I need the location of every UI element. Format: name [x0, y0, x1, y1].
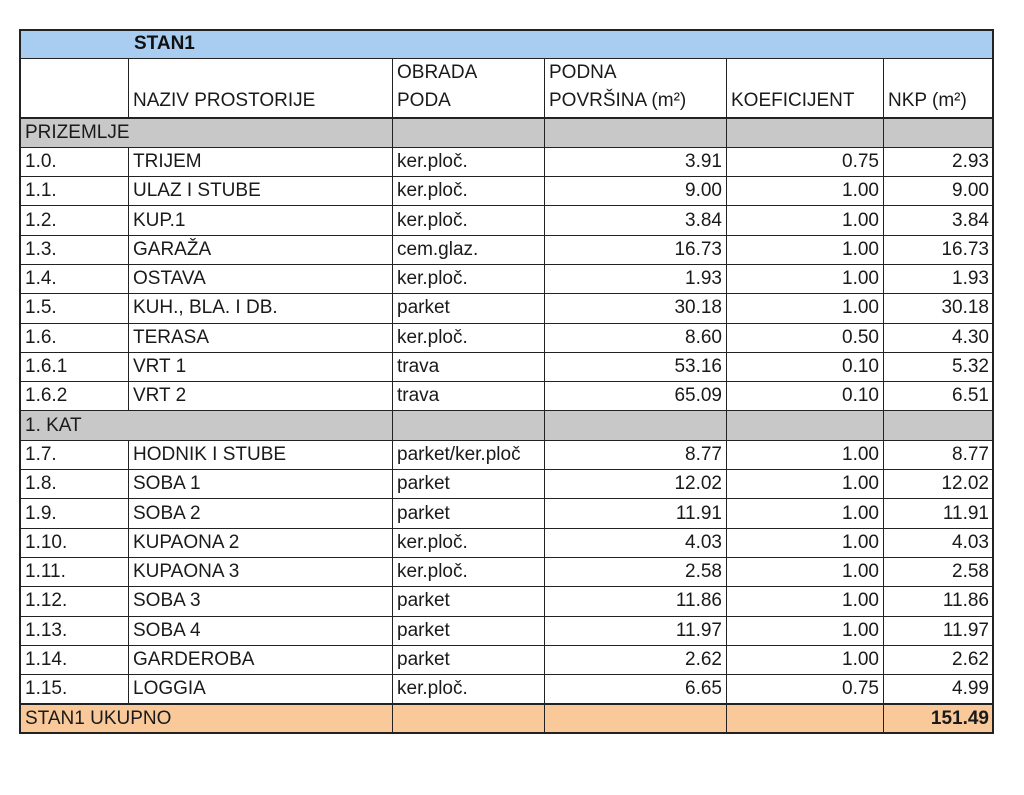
floor-area: 1.93: [545, 264, 727, 293]
floor-finish: cem.glaz.: [393, 235, 545, 264]
floor-area: 9.00: [545, 177, 727, 206]
room-number: 1.0.: [21, 147, 129, 176]
floor-finish: ker.ploč.: [393, 177, 545, 206]
total-value: 151.49: [884, 704, 994, 733]
header-row: [21, 59, 994, 119]
room-number: 1.9.: [21, 499, 129, 528]
room-number: 1.13.: [21, 616, 129, 645]
table-row: [21, 147, 994, 176]
coefficient: 0.10: [727, 352, 884, 381]
room-name: HODNIK I STUBE: [129, 440, 393, 469]
section-empty-cell: [884, 411, 994, 440]
coefficient: 1.00: [727, 206, 884, 235]
room-name: TRIJEM: [129, 147, 393, 176]
room-number: 1.15.: [21, 675, 129, 704]
table-row: [21, 440, 994, 469]
header-koeficijent: KOEFICIJENT: [727, 59, 884, 119]
coefficient: 1.00: [727, 499, 884, 528]
floor-finish: parket/ker.ploč: [393, 440, 545, 469]
section-row: [21, 118, 994, 147]
room-name: ULAZ I STUBE: [129, 177, 393, 206]
floor-area: 6.65: [545, 675, 727, 704]
room-number: 1.4.: [21, 264, 129, 293]
net-area: 1.93: [884, 264, 994, 293]
floor-area: 2.62: [545, 645, 727, 674]
room-name: GARAŽA: [129, 235, 393, 264]
table-row: [21, 557, 994, 586]
room-number: 1.7.: [21, 440, 129, 469]
coefficient: 1.00: [727, 616, 884, 645]
table-row: [21, 499, 994, 528]
room-name: SOBA 3: [129, 587, 393, 616]
coefficient: 0.50: [727, 323, 884, 352]
net-area: 8.77: [884, 440, 994, 469]
floor-area: 3.91: [545, 147, 727, 176]
table-row: [21, 177, 994, 206]
section-empty-cell: [727, 118, 884, 147]
floor-finish: parket: [393, 645, 545, 674]
table-title: STAN1: [134, 33, 195, 54]
room-name: SOBA 1: [129, 470, 393, 499]
room-name: KUPAONA 3: [129, 557, 393, 586]
room-name: VRT 2: [129, 382, 393, 411]
title-bar: [20, 30, 993, 58]
floor-finish: trava: [393, 382, 545, 411]
room-name: KUP.1: [129, 206, 393, 235]
coefficient: 1.00: [727, 587, 884, 616]
coefficient: 1.00: [727, 528, 884, 557]
table-row: [21, 264, 994, 293]
section-empty-cell: [727, 411, 884, 440]
section-empty-cell: [393, 118, 545, 147]
floor-finish: parket: [393, 616, 545, 645]
room-number: 1.14.: [21, 645, 129, 674]
net-area: 4.03: [884, 528, 994, 557]
room-name: KUPAONA 2: [129, 528, 393, 557]
coefficient: 1.00: [727, 645, 884, 674]
floor-finish: ker.ploč.: [393, 528, 545, 557]
floor-finish: ker.ploč.: [393, 264, 545, 293]
net-area: 4.30: [884, 323, 994, 352]
room-number: 1.3.: [21, 235, 129, 264]
table-row: [21, 616, 994, 645]
total-empty-cell: [727, 704, 884, 733]
room-name: GARDEROBA: [129, 645, 393, 674]
floor-finish: parket: [393, 470, 545, 499]
floor-area: 3.84: [545, 206, 727, 235]
floor-finish: parket: [393, 499, 545, 528]
net-area: 4.99: [884, 675, 994, 704]
coefficient: 1.00: [727, 177, 884, 206]
floor-finish: parket: [393, 587, 545, 616]
room-number: 1.2.: [21, 206, 129, 235]
table-row: [21, 645, 994, 674]
net-area: 3.84: [884, 206, 994, 235]
floor-area: 8.77: [545, 440, 727, 469]
floor-area: 11.97: [545, 616, 727, 645]
floor-area: 11.91: [545, 499, 727, 528]
net-area: 9.00: [884, 177, 994, 206]
net-area: 12.02: [884, 470, 994, 499]
header-naziv: NAZIV PROSTORIJE: [129, 59, 393, 119]
floor-finish: ker.ploč.: [393, 147, 545, 176]
net-area: 30.18: [884, 294, 994, 323]
header-nkp: NKP (m²): [884, 59, 994, 119]
coefficient: 0.75: [727, 675, 884, 704]
coefficient: 1.00: [727, 264, 884, 293]
table-row: [21, 235, 994, 264]
table-row: [21, 382, 994, 411]
room-number: 1.11.: [21, 557, 129, 586]
section-empty-cell: [884, 118, 994, 147]
room-number: 1.1.: [21, 177, 129, 206]
room-name: LOGGIA: [129, 675, 393, 704]
table-row: [21, 675, 994, 704]
room-number: 1.6.2: [21, 382, 129, 411]
room-number: 1.6.1: [21, 352, 129, 381]
total-label: STAN1 UKUPNO: [21, 704, 393, 733]
coefficient: 0.10: [727, 382, 884, 411]
floor-area: 12.02: [545, 470, 727, 499]
floor-area: 53.16: [545, 352, 727, 381]
table-row: [21, 294, 994, 323]
room-name: TERASA: [129, 323, 393, 352]
section-row: [21, 411, 994, 440]
floor-area: 65.09: [545, 382, 727, 411]
net-area: 2.93: [884, 147, 994, 176]
floor-area: 16.73: [545, 235, 727, 264]
room-name: KUH., BLA. I DB.: [129, 294, 393, 323]
floor-area: 11.86: [545, 587, 727, 616]
room-number: 1.6.: [21, 323, 129, 352]
net-area: 11.91: [884, 499, 994, 528]
section-empty-cell: [545, 118, 727, 147]
room-name: SOBA 4: [129, 616, 393, 645]
table-row: [21, 587, 994, 616]
table-row: [21, 528, 994, 557]
net-area: 11.86: [884, 587, 994, 616]
floor-finish: ker.ploč.: [393, 206, 545, 235]
coefficient: 1.00: [727, 470, 884, 499]
coefficient: 1.00: [727, 557, 884, 586]
room-name: SOBA 2: [129, 499, 393, 528]
section-label: PRIZEMLJE: [21, 118, 393, 147]
total-row: [21, 704, 994, 733]
room-number: 1.10.: [21, 528, 129, 557]
section-label: 1. KAT: [21, 411, 393, 440]
room-name: OSTAVA: [129, 264, 393, 293]
floor-finish: parket: [393, 294, 545, 323]
coefficient: 1.00: [727, 440, 884, 469]
room-area-table: [20, 58, 994, 734]
total-empty-cell: [545, 704, 727, 733]
coefficient: 1.00: [727, 294, 884, 323]
floor-finish: ker.ploč.: [393, 323, 545, 352]
room-number: 1.8.: [21, 470, 129, 499]
net-area: 5.32: [884, 352, 994, 381]
total-empty-cell: [393, 704, 545, 733]
net-area: 16.73: [884, 235, 994, 264]
floor-area: 4.03: [545, 528, 727, 557]
section-empty-cell: [393, 411, 545, 440]
net-area: 2.62: [884, 645, 994, 674]
header-number: [21, 59, 129, 119]
coefficient: 0.75: [727, 147, 884, 176]
net-area: 2.58: [884, 557, 994, 586]
room-number: 1.5.: [21, 294, 129, 323]
floor-finish: ker.ploč.: [393, 557, 545, 586]
floor-area: 8.60: [545, 323, 727, 352]
table-row: [21, 470, 994, 499]
floor-finish: trava: [393, 352, 545, 381]
table-row: [21, 352, 994, 381]
floor-area: 2.58: [545, 557, 727, 586]
net-area: 6.51: [884, 382, 994, 411]
header-povrsina: PODNA POVRŠINA (m²): [545, 59, 727, 119]
room-name: VRT 1: [129, 352, 393, 381]
coefficient: 1.00: [727, 235, 884, 264]
header-obrada: OBRADA PODA: [393, 59, 545, 119]
floor-area: 30.18: [545, 294, 727, 323]
floor-finish: ker.ploč.: [393, 675, 545, 704]
table-row: [21, 206, 994, 235]
net-area: 11.97: [884, 616, 994, 645]
table-row: [21, 323, 994, 352]
room-number: 1.12.: [21, 587, 129, 616]
section-empty-cell: [545, 411, 727, 440]
